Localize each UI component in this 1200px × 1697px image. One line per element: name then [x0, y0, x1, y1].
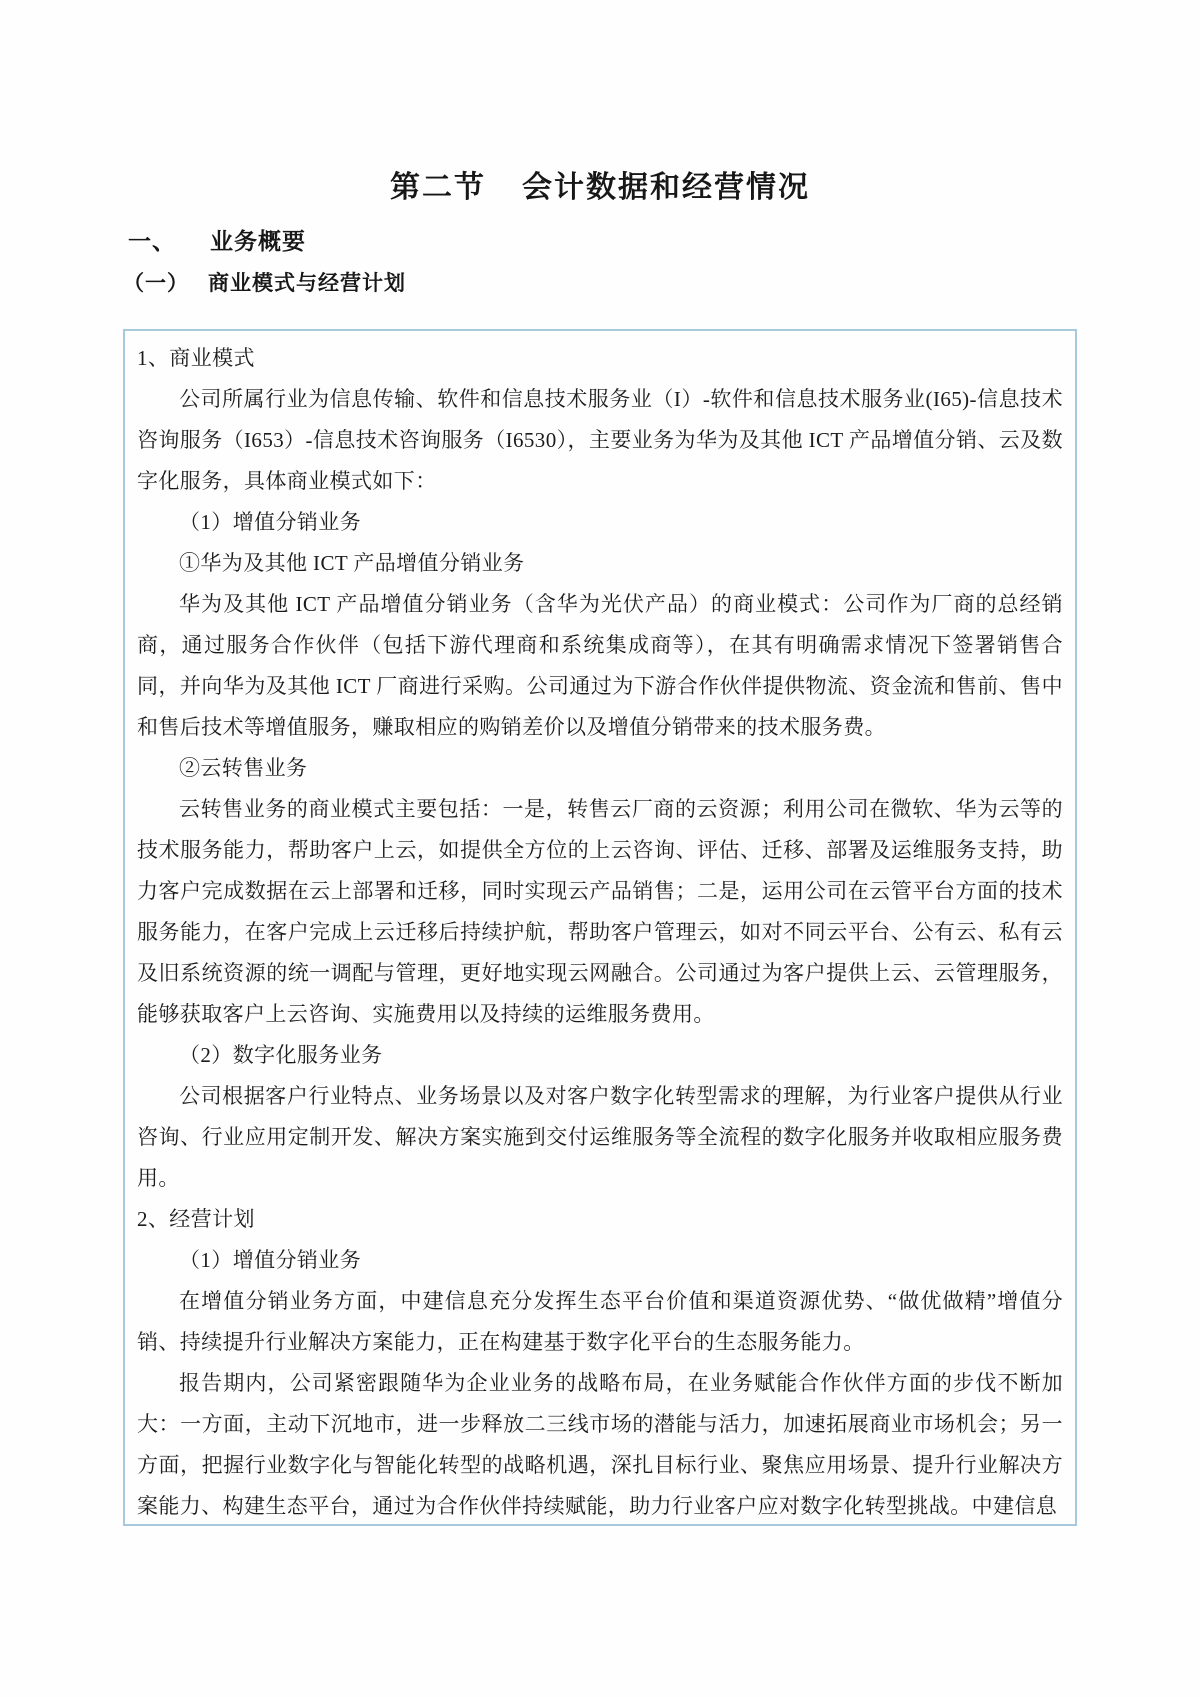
- heading-level1: [128, 223, 306, 256]
- box-paragraph: 在增值分销业务方面，中建信息充分发挥生态平台价值和渠道资源优势、“做优做精”增值分销、持续提升行业解决方案能力，正在构建基于数字化平台的生态服务能力。: [137, 1289, 1063, 1354]
- box-subheading: ①华为及其他 ICT 产品增值分销业务: [179, 551, 525, 575]
- box-paragraph: 华为及其他 ICT 产品增值分销业务（含华为光伏产品）的商业模式：公司作为厂商的总经销商，通过服务合作伙伴（包括下游代理商和系统集成商等），在其有明确需求情况下签署销售合同，并向华为及其他 ICT 厂商进行采购。公司通过为下游合作伙伴提供物流、资金流和售前、售中和售后技术等增值服务，赚取相应的购销差价以及增值分销带来的技术服务费。: [137, 592, 1063, 739]
- section-number: 第二节: [390, 171, 486, 204]
- box-paragraph: 报告期内，公司紧密跟随华为企业业务的战略布局，在业务赋能合作伙伴方面的步伐不断加大：一方面，主动下沉地市，进一步释放二三线市场的潜能与活力，加速拓展商业市场机会；另一方面，把握行业数字化与智能化转型的战略机遇，深扎目标行业、聚焦应用场景、提升行业解决方案能力、构建生态平台，通过为合作伙伴持续赋能，助力行业客户应对数字化转型挑战。中建信息: [137, 1371, 1063, 1518]
- heading-level1-number: 一、: [128, 228, 176, 254]
- box-subheading: （1）增值分销业务: [179, 1248, 362, 1272]
- heading-level2: [123, 267, 406, 297]
- box-heading: 1、商业模式: [137, 346, 255, 370]
- box-paragraph: 云转售业务的商业模式主要包括：一是，转售云厂商的云资源；利用公司在微软、华为云等的技术服务能力，帮助客户上云，如提供全方位的上云咨询、评估、迁移、部署及运维服务支持，助力客户完成数据在云上部署和迁移，同时实现云产品销售；二是，运用公司在云管平台方面的技术服务能力，在客户完成上云迁移后持续护航，帮助客户管理云，如对不同云平台、公有云、私有云及旧系统资源的统一调配与管理，更好地实现云网融合。公司通过为客户提供上云、云管理服务，能够获取客户上云咨询、实施费用以及持续的运维服务费用。: [137, 797, 1063, 1026]
- heading-level1-text: 业务概要: [210, 228, 306, 254]
- page-title: [0, 162, 1200, 206]
- text-box: [123, 329, 1077, 1526]
- box-paragraph: 公司根据客户行业特点、业务场景以及对客户数字化转型需求的理解，为行业客户提供从行业咨询、行业应用定制开发、解决方案实施到交付运维服务等全流程的数字化服务并收取相应服务费用。: [137, 1084, 1063, 1190]
- heading-level2-number: （一）: [123, 272, 189, 295]
- box-subheading: （1）增值分销业务: [179, 510, 362, 534]
- box-subheading: ②云转售业务: [179, 756, 308, 780]
- section-title-text: 会计数据和经营情况: [522, 171, 810, 204]
- heading-level2-text: 商业模式与经营计划: [208, 272, 406, 295]
- box-subheading: （2）数字化服务业务: [179, 1043, 383, 1067]
- box-paragraph: 公司所属行业为信息传输、软件和信息技术服务业（I）-软件和信息技术服务业(I65)-信息技术咨询服务（I653）-信息技术咨询服务（I6530），主要业务为华为及其他 ICT 产品增值分销、云及数字化服务，具体商业模式如下：: [137, 387, 1063, 493]
- box-heading: 2、经营计划: [137, 1207, 255, 1231]
